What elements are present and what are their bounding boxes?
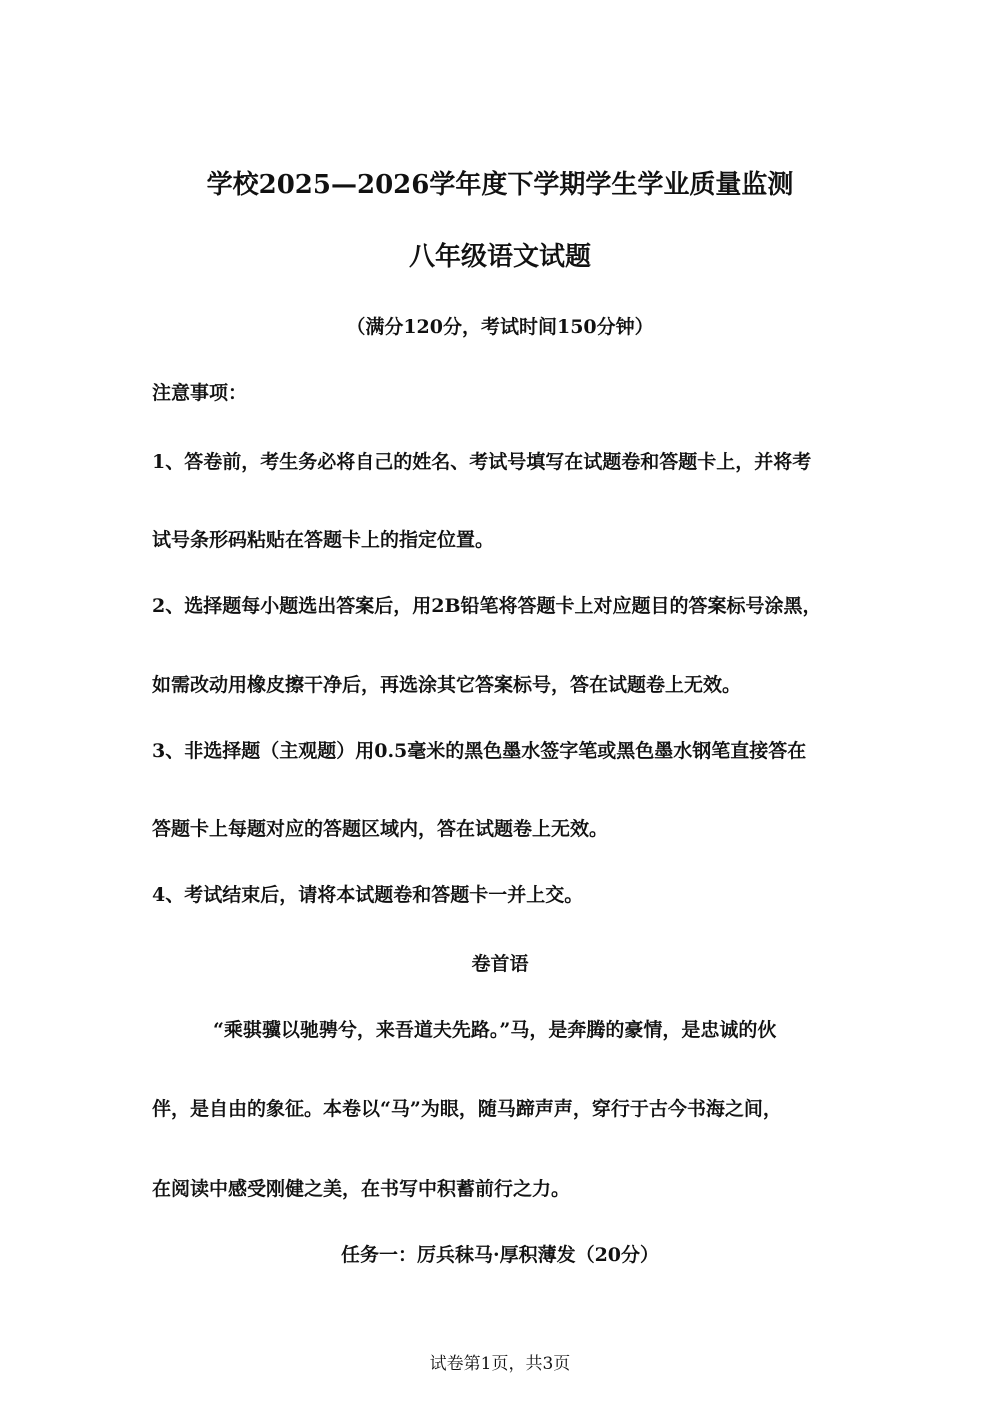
exam-title: 学校2025—2026学年度下学期学生学业质量监测 bbox=[206, 170, 794, 200]
note-item-2-line-1: 2、选择题每小题选出答案后，用2B铅笔将答题卡上对应题目的答案标号涂黑， bbox=[152, 595, 822, 617]
preface-line-1: “乘骐骥以驰骋兮，来吾道夫先路。”马，是奔腾的豪情，是忠诚的伙 bbox=[213, 1019, 777, 1041]
exam-subtitle: 八年级语文试题 bbox=[408, 242, 591, 272]
notes-heading: 注意事项： bbox=[152, 382, 248, 404]
preface-line-2: 伴，是自由的象征。本卷以“马”为眼，随马蹄声声，穿行于古今书海之间， bbox=[152, 1098, 782, 1120]
preface-heading: 卷首语 bbox=[471, 953, 529, 975]
task-1-heading: 任务一：厉兵秣马·厚积薄发（20分） bbox=[340, 1244, 660, 1266]
page-footer: 试卷第1页，共3页 bbox=[429, 1354, 571, 1374]
note-item-2-line-2: 如需改动用橡皮擦干净后，再选涂其它答案标号，答在试题卷上无效。 bbox=[152, 674, 742, 696]
note-item-3-line-2: 答题卡上每题对应的答题区域内，答在试题卷上无效。 bbox=[152, 818, 609, 840]
note-item-4-line-1: 4、考试结束后，请将本试题卷和答题卡一并上交。 bbox=[152, 884, 584, 906]
score-info: （满分120分，考试时间150分钟） bbox=[346, 316, 654, 338]
note-item-3-line-1: 3、非选择题（主观题）用0.5毫米的黑色墨水签字笔或黑色墨水钢笔直接答在 bbox=[152, 740, 807, 762]
note-item-1-line-2: 试号条形码粘贴在答题卡上的指定位置。 bbox=[152, 529, 495, 551]
preface-line-3: 在阅读中感受刚健之美，在书写中积蓄前行之力。 bbox=[152, 1178, 571, 1200]
note-item-1-line-1: 1、答卷前，考生务必将自己的姓名、考试号填写在试题卷和答题卡上，并将考 bbox=[152, 451, 812, 473]
